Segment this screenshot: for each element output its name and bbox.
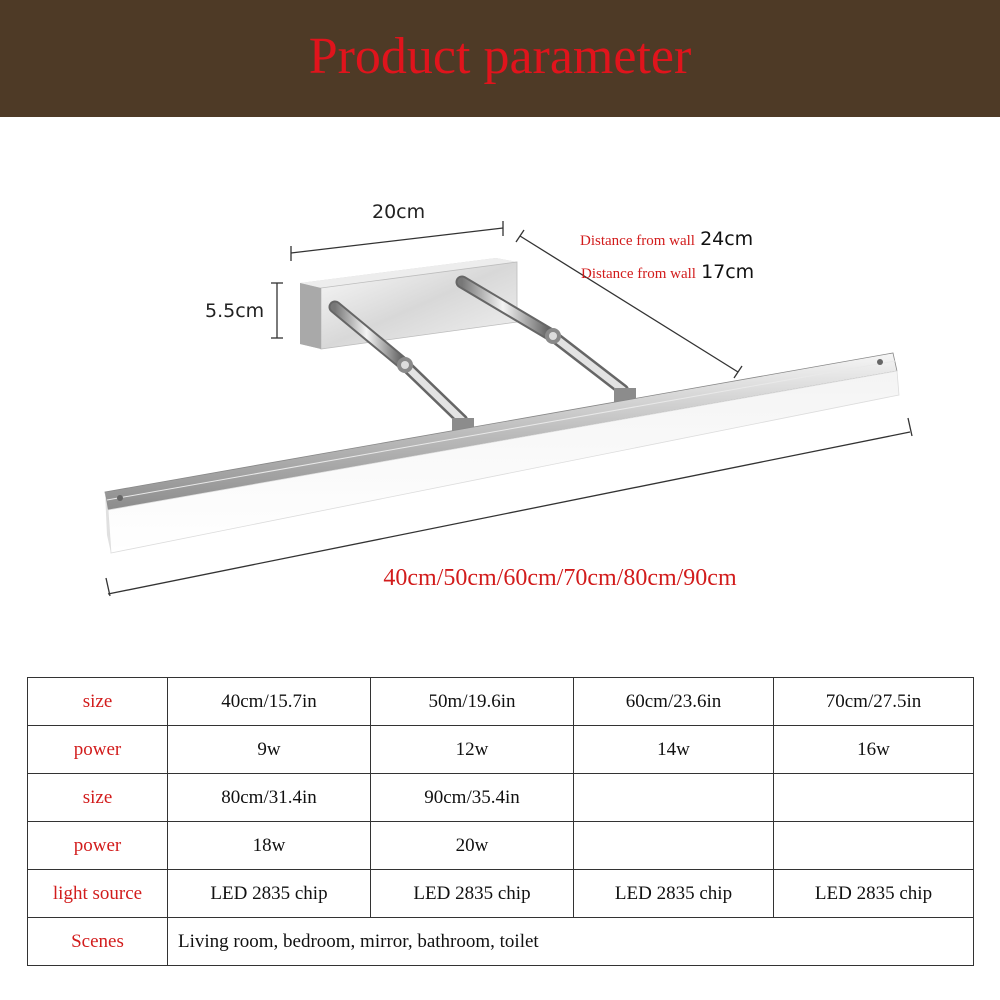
distance-value: 24cm — [700, 228, 754, 250]
table-cell — [574, 822, 774, 870]
table-cell: 40cm/15.7in — [168, 678, 371, 726]
table-row — [28, 726, 974, 774]
row-label: Scenes — [28, 918, 168, 966]
table-cell: 9w — [168, 726, 371, 774]
table-cell: 12w — [371, 726, 574, 774]
distance-label: Distance from wall — [581, 266, 696, 282]
table-cell: 80cm/31.4in — [168, 774, 371, 822]
table-cell: 60cm/23.6in — [574, 678, 774, 726]
distance-value: 17cm — [701, 261, 755, 283]
table-row — [28, 822, 974, 870]
table-cell: LED 2835 chip — [774, 870, 974, 918]
distance-row-max — [580, 228, 753, 250]
table-cell: 14w — [574, 726, 774, 774]
distance-label: Distance from wall — [580, 233, 695, 249]
depth-dimension-line — [516, 230, 742, 378]
table-cell: 70cm/27.5in — [774, 678, 974, 726]
scenes-value: Living room, bedroom, mirror, bathroom, toilet — [168, 918, 974, 966]
table-row — [28, 678, 974, 726]
light-bar — [105, 353, 899, 553]
table-cell — [774, 774, 974, 822]
width-label: 20cm — [372, 201, 426, 223]
table-cell: 50m/19.6in — [371, 678, 574, 726]
table-cell: LED 2835 chip — [168, 870, 371, 918]
table-cell: 18w — [168, 822, 371, 870]
row-label: size — [28, 774, 168, 822]
table-row — [28, 774, 974, 822]
height-dimension-line — [271, 283, 283, 338]
row-label: power — [28, 822, 168, 870]
row-label: size — [28, 678, 168, 726]
table-row — [28, 870, 974, 918]
spec-table — [27, 677, 974, 966]
distance-row-min — [581, 261, 754, 283]
length-options-label: 40cm/50cm/60cm/70cm/80cm/90cm — [383, 565, 737, 591]
table-cell: 20w — [371, 822, 574, 870]
table-cell: 90cm/35.4in — [371, 774, 574, 822]
table-cell: 16w — [774, 726, 974, 774]
height-label: 5.5cm — [205, 300, 265, 322]
table-cell — [574, 774, 774, 822]
row-label: power — [28, 726, 168, 774]
page-title: Product parameter — [308, 28, 692, 85]
row-label: light source — [28, 870, 168, 918]
table-cell: LED 2835 chip — [574, 870, 774, 918]
table-row-scenes — [28, 918, 974, 966]
header-banner — [0, 0, 1000, 117]
table-cell: LED 2835 chip — [371, 870, 574, 918]
width-dimension-line — [291, 221, 503, 261]
table-cell — [774, 822, 974, 870]
